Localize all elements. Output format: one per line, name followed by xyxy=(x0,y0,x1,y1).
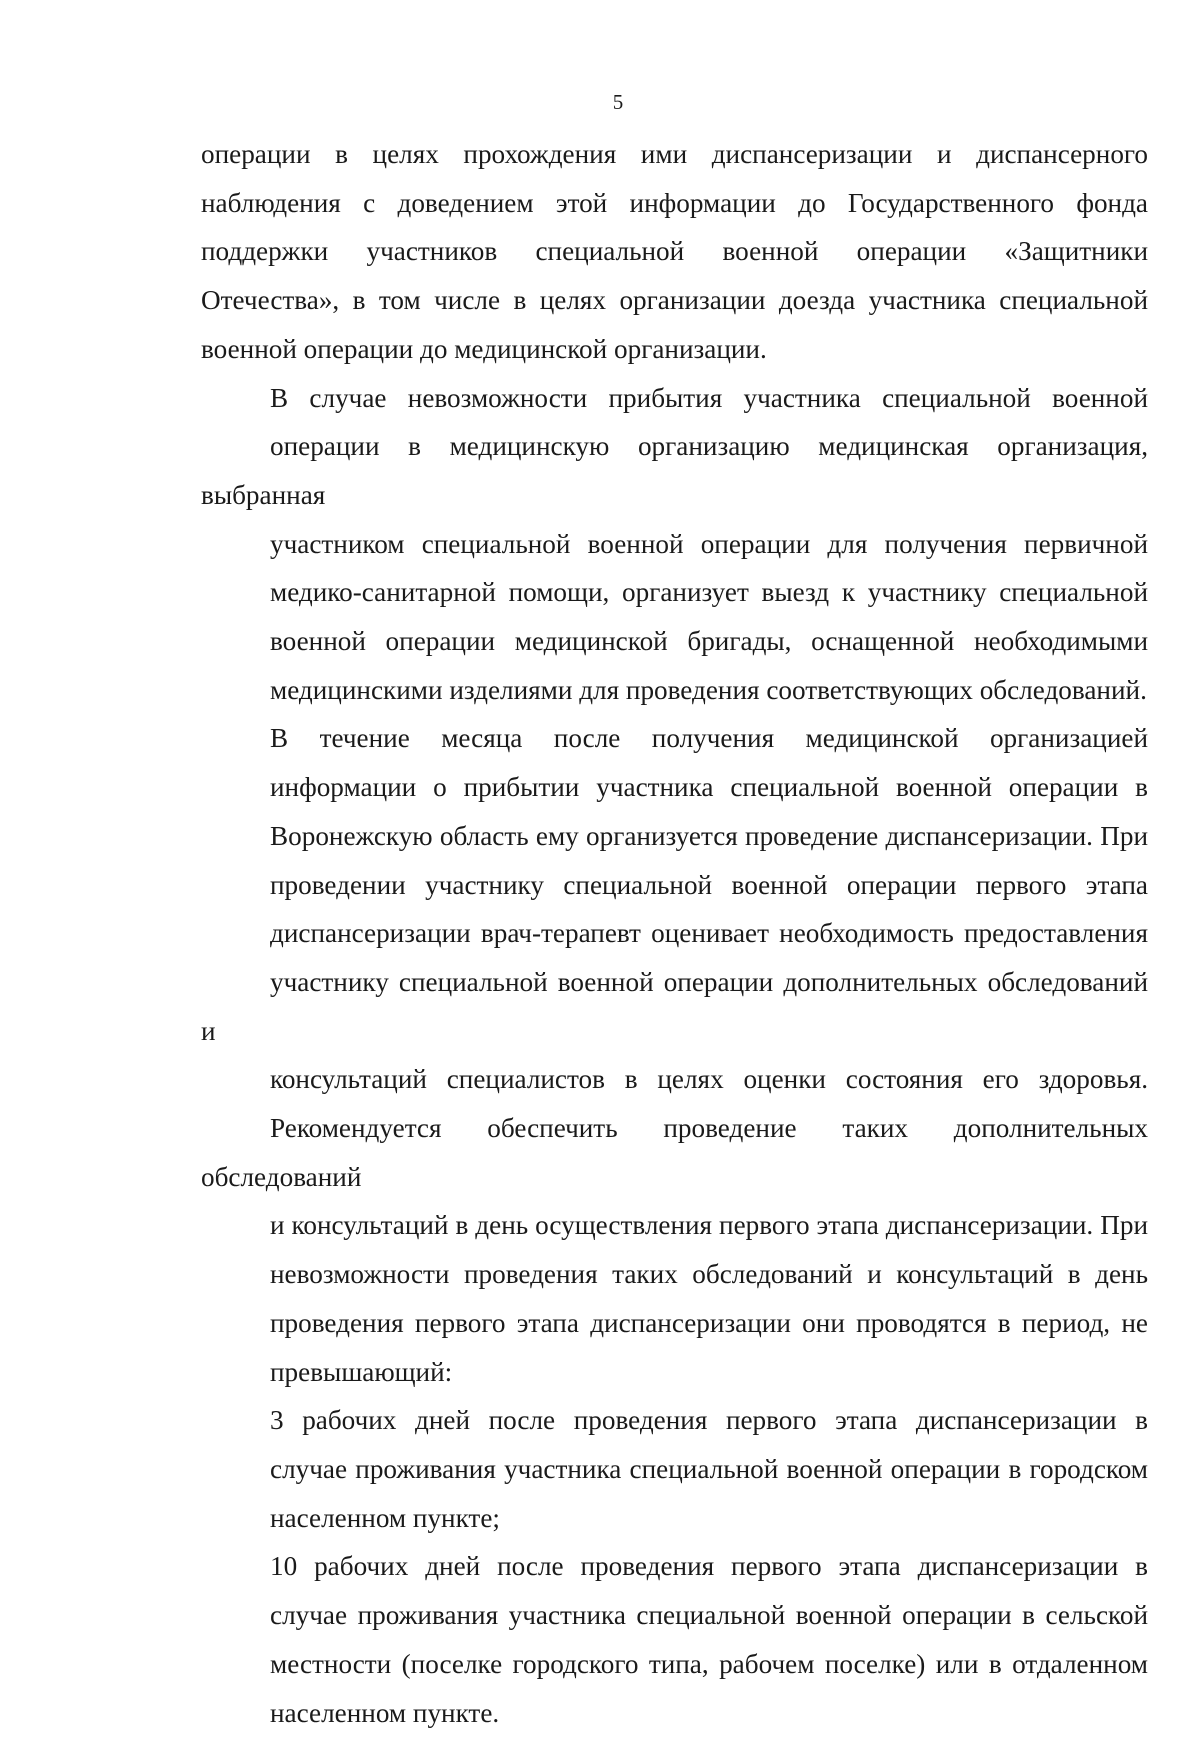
text-line: В течение месяца после получения медицинской организацией xyxy=(201,714,1148,763)
text-line: консультаций специалистов в целях оценки состояния его здоровья. xyxy=(201,1055,1148,1104)
text-line: участником специальной военной операции для получения первичной xyxy=(201,520,1148,569)
paragraph-2 xyxy=(201,374,1148,715)
text-line: медицинскими изделиями для проведения соответствующих обследований. xyxy=(201,666,1148,715)
paragraph-1 xyxy=(201,130,1148,374)
text-line: операции в медицинскую организацию медицинская организация, выбранная xyxy=(201,422,1148,519)
body-text xyxy=(201,130,1148,1737)
text-line: В случае невозможности прибытия участника специальной военной xyxy=(201,374,1148,423)
text-line: операции в целях прохождения ими диспансеризации и диспансерного xyxy=(201,130,1148,179)
text-line: и консультаций в день осуществления первого этапа диспансеризации. При xyxy=(201,1201,1148,1250)
paragraph-4 xyxy=(201,1396,1148,1542)
text-line: диспансеризации врач-терапевт оценивает необходимость предоставления xyxy=(201,909,1148,958)
text-line: Отечества», в том числе в целях организации доезда участника специальной xyxy=(201,276,1148,325)
text-line: 10 рабочих дней после проведения первого этапа диспансеризации в xyxy=(201,1542,1148,1591)
page-number: 5 xyxy=(0,90,1200,114)
text-line: медико-санитарной помощи, организует выезд к участнику специальной xyxy=(201,568,1148,617)
text-line: информации о прибытии участника специальной военной операции в xyxy=(201,763,1148,812)
text-line: случае проживания участника специальной военной операции в городском xyxy=(201,1445,1148,1494)
text-line: Воронежскую область ему организуется проведение диспансеризации. При xyxy=(201,812,1148,861)
text-line: наблюдения с доведением этой информации до Государственного фонда xyxy=(201,179,1148,228)
paragraph-3 xyxy=(201,714,1148,1396)
text-line: превышающий: xyxy=(201,1348,1148,1397)
text-line: невозможности проведения таких обследований и консультаций в день xyxy=(201,1250,1148,1299)
text-line: поддержки участников специальной военной операции «Защитники xyxy=(201,227,1148,276)
text-line: случае проживания участника специальной военной операции в сельской xyxy=(201,1591,1148,1640)
text-line: проведении участнику специальной военной операции первого этапа xyxy=(201,861,1148,910)
text-line: проведения первого этапа диспансеризации они проводятся в период, не xyxy=(201,1299,1148,1348)
text-line: местности (поселке городского типа, рабочем поселке) или в отдаленном xyxy=(201,1640,1148,1689)
text-line: Рекомендуется обеспечить проведение таких дополнительных обследований xyxy=(201,1104,1148,1201)
text-line: 3 рабочих дней после проведения первого этапа диспансеризации в xyxy=(201,1396,1148,1445)
text-line: военной операции до медицинской организации. xyxy=(201,325,1148,374)
text-line: населенном пункте. xyxy=(201,1689,1148,1737)
text-line: населенном пункте; xyxy=(201,1494,1148,1543)
text-line: военной операции медицинской бригады, оснащенной необходимыми xyxy=(201,617,1148,666)
text-line: участнику специальной военной операции дополнительных обследований и xyxy=(201,958,1148,1055)
paragraph-5 xyxy=(201,1542,1148,1737)
